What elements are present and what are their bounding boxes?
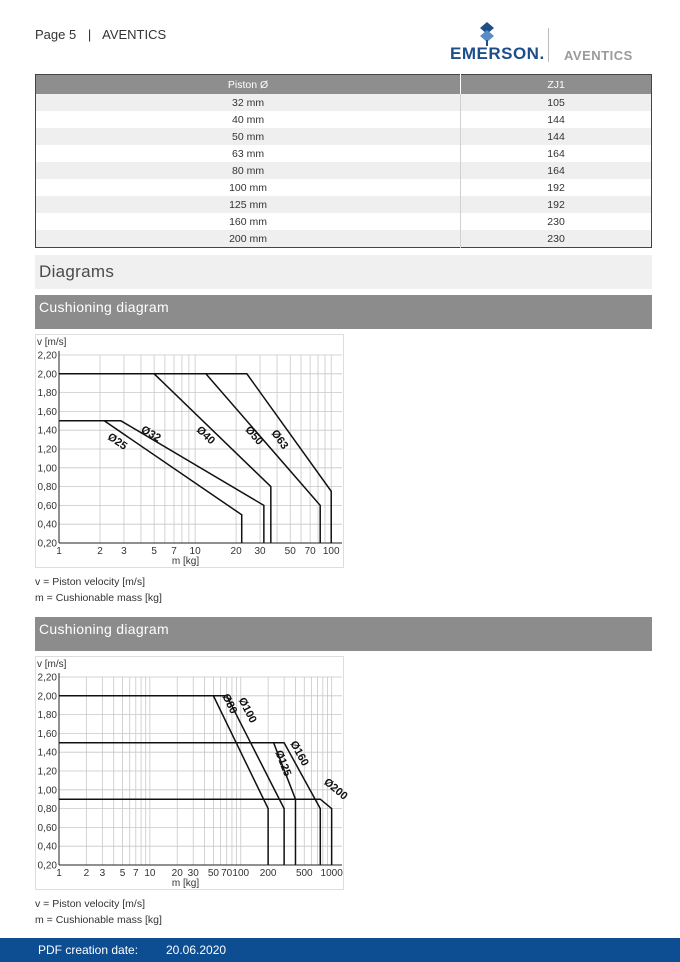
table-cell: 80 mm	[36, 162, 461, 179]
legend-velocity: v = Piston velocity [m/s]	[35, 576, 145, 588]
table-row	[36, 230, 652, 248]
x-tick-label: 70	[304, 546, 316, 557]
table-cell: 200 mm	[36, 230, 461, 248]
table-cell: 50 mm	[36, 128, 461, 145]
header-brand: AVENTICS	[102, 27, 167, 42]
x-tick-label: 30	[254, 546, 266, 557]
col-header-zj1: ZJ1	[461, 75, 652, 95]
y-tick-label: 0,60	[37, 500, 57, 512]
table-cell: 230	[461, 230, 652, 248]
series-label: Ø40	[193, 424, 218, 448]
chart-1-legend	[35, 574, 162, 606]
y-tick-label: 0,60	[37, 822, 57, 834]
x-tick-label: 30	[187, 868, 199, 879]
table-cell: 192	[461, 179, 652, 196]
series-label: Ø32	[138, 423, 163, 445]
emerson-logo-icon	[480, 22, 494, 46]
series-label: Ø63	[268, 427, 291, 452]
table-cell: 100 mm	[229, 181, 268, 194]
page-header	[35, 27, 174, 42]
x-tick-label: 7	[171, 546, 177, 557]
x-tick-label: 7	[133, 868, 139, 879]
y-tick-label: 1,20	[37, 766, 57, 778]
col-header-piston: Piston Ø	[36, 75, 461, 95]
y-tick-label: 1,60	[37, 728, 57, 740]
table-row	[36, 162, 652, 179]
series-line	[59, 799, 332, 865]
y-tick-label: 0,80	[37, 482, 57, 494]
page-number: Page 5	[35, 27, 77, 42]
footer-bar	[0, 938, 680, 962]
footer-date-value: 20.06.2020	[166, 943, 227, 957]
table-cell: 164	[461, 162, 652, 179]
x-tick-label: 50	[284, 546, 296, 557]
x-tick-label: 20	[230, 546, 242, 557]
y-tick-label: 2,20	[37, 672, 57, 684]
x-tick-label: 1000	[320, 868, 343, 879]
y-tick-label: 0,40	[37, 519, 57, 531]
diagrams-heading: Diagrams	[35, 255, 652, 289]
series-line	[104, 421, 264, 543]
y-tick-label: 1,40	[37, 425, 57, 437]
x-tick-label: 2	[83, 868, 90, 879]
x-tick-label: 500	[295, 868, 313, 879]
x-tick-label: 50	[207, 868, 219, 879]
header-separator: |	[87, 27, 92, 42]
y-tick-label: 0,80	[37, 804, 57, 816]
aventics-logo: AVENTICS	[564, 48, 633, 63]
footer-date-label: PDF creation date:	[38, 943, 139, 957]
table-cell: 192	[461, 196, 652, 213]
x-tick-label: 20	[171, 868, 183, 879]
series-label: Ø125	[272, 748, 294, 779]
table-cell: 144	[461, 111, 652, 128]
logo-area	[446, 22, 666, 66]
x-tick-label: 200	[259, 868, 277, 879]
table-row	[36, 94, 652, 111]
y-tick-label: 2,00	[37, 691, 57, 703]
x-axis-label: m [kg]	[171, 556, 200, 567]
table-header-row	[36, 75, 652, 95]
x-tick-label: 3	[121, 546, 127, 557]
chart-1-title-bar: Cushioning diagram	[35, 295, 652, 329]
x-tick-label: 10	[144, 868, 156, 879]
y-tick-label: 1,20	[37, 444, 57, 456]
x-tick-label: 5	[151, 546, 157, 557]
piston-table	[35, 74, 652, 248]
x-tick-label: 5	[119, 868, 126, 879]
table-row	[36, 128, 652, 145]
chart-2-title-bar: Cushioning diagram	[35, 617, 652, 651]
series-label: Ø80	[219, 691, 240, 716]
y-tick-label: 1,60	[37, 406, 57, 418]
table-row	[36, 145, 652, 162]
series-label: Ø160	[287, 738, 311, 769]
series-label: Ø100	[235, 695, 259, 726]
chart-2-svg	[36, 657, 350, 889]
y-tick-label: 1,40	[37, 747, 57, 759]
table-row	[36, 111, 652, 128]
series-label: Ø25	[105, 430, 130, 453]
x-axis-label: m [kg]	[171, 878, 200, 889]
y-tick-label: 1,80	[37, 388, 57, 400]
legend-velocity: v = Piston velocity [m/s]	[35, 898, 145, 910]
cushioning-chart-2	[35, 656, 350, 890]
legend-mass: m = Cushionable mass [kg]	[35, 914, 162, 926]
series-line	[154, 374, 320, 543]
y-tick-label: 2,00	[37, 369, 57, 381]
table-cell: 160 mm	[229, 215, 268, 228]
y-tick-label: 0,20	[37, 860, 57, 872]
y-axis-label: v [m/s]	[37, 337, 67, 348]
x-tick-label: 100	[232, 868, 250, 879]
chart-1-svg	[36, 335, 343, 567]
table-cell: 32 mm	[36, 94, 461, 111]
table-cell: 230	[461, 213, 652, 230]
series-label: Ø50	[242, 423, 266, 448]
cushioning-chart-1	[35, 334, 344, 568]
x-tick-label: 3	[99, 868, 106, 879]
y-tick-label: 1,80	[37, 710, 57, 722]
x-tick-label: 70	[221, 868, 233, 879]
series-line	[206, 374, 331, 543]
y-axis-label: v [m/s]	[37, 659, 67, 670]
y-tick-label: 1,00	[37, 463, 57, 475]
x-tick-label: 1	[56, 868, 62, 879]
table-cell: 40 mm	[232, 113, 265, 126]
y-tick-label: 0,40	[37, 841, 57, 853]
table-cell: 144	[461, 128, 652, 145]
legend-mass: m = Cushionable mass [kg]	[35, 592, 162, 604]
chart-2-legend	[35, 896, 162, 928]
table-row	[36, 213, 652, 230]
x-tick-label: 10	[189, 546, 201, 557]
y-tick-label: 0,20	[37, 538, 57, 550]
y-tick-label: 2,20	[37, 350, 57, 362]
series-label: Ø200	[321, 776, 350, 803]
table-row	[36, 179, 652, 196]
table-cell: 105	[461, 94, 652, 111]
table-cell: 63 mm	[232, 147, 265, 160]
emerson-logo: EMERSON.	[450, 44, 545, 63]
table-row	[36, 196, 652, 213]
logo-divider	[548, 28, 549, 62]
table-cell: 164	[461, 145, 652, 162]
y-tick-label: 1,00	[37, 785, 57, 797]
x-tick-label: 2	[97, 546, 103, 557]
x-tick-label: 1	[56, 546, 62, 557]
x-tick-label: 100	[322, 546, 340, 557]
table-cell: 125 mm	[36, 196, 461, 213]
